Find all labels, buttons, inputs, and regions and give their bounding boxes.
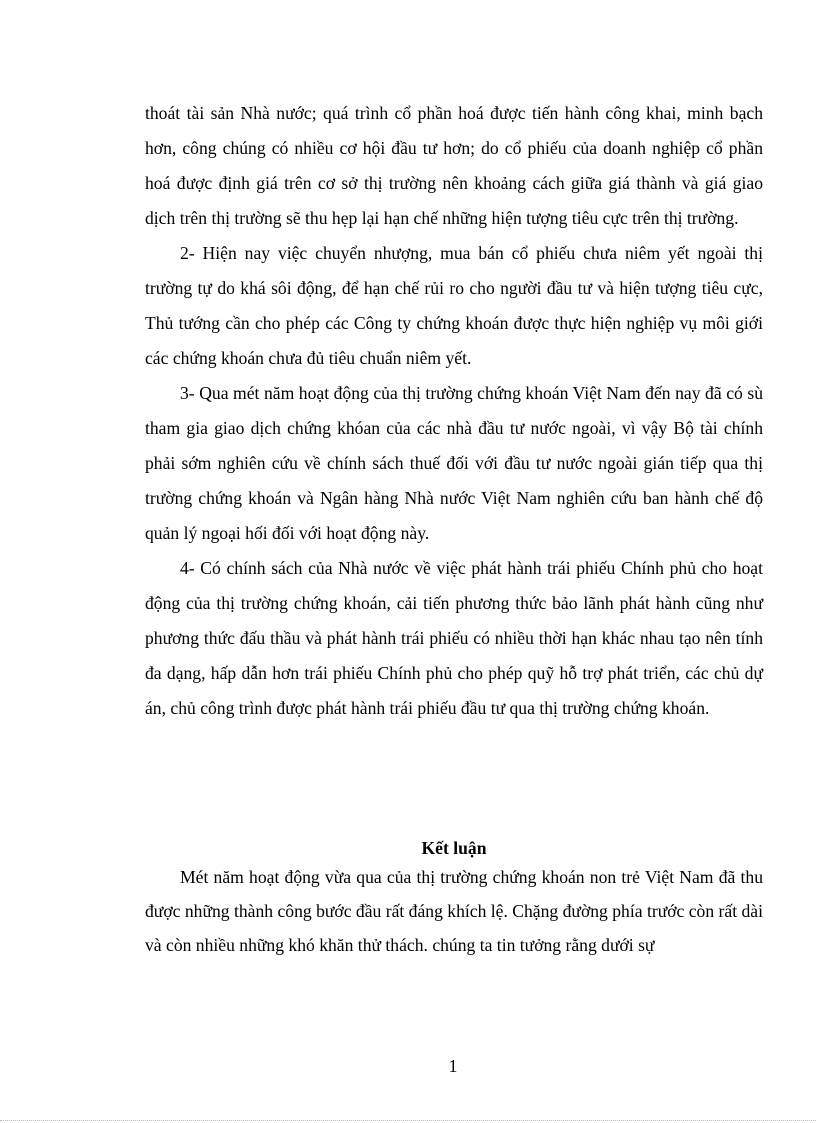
section-heading: Kết luận [421,838,487,858]
conclusion-text [145,860,763,962]
page-number: 1 [448,1056,458,1076]
paragraph-item-4: 4- Có chính sách của Nhà nước về việc phát hành trái phiếu Chính phủ cho hoạt động của thị trường chứng khoán, cải tiến phương thức bảo lãnh phát hành cũng như phương thức đấu thầu và phát hành trái phiếu có nhiều thời hạn khác nhau tạo nên tính đa dạng, hấp dẫn hơn trái phiếu Chính phủ cho phép quỹ hỗ trợ phát triển, các chủ dự án, chủ công trình được phát hành trái phiếu đầu tư qua thị trường chứng khoán. [145,558,763,718]
conclusion-paragraph: Mét năm hoạt động vừa qua của thị trường chứng khoán non trẻ Việt Nam đã thu được những thành công bước đầu rất đáng khích lệ. Chặng đường phía trước còn rất dài và còn nhiều những khó khăn thử thách. chúng ta tin tưởng rằng dưới sự [145,867,763,955]
paragraph-item-3: 3- Qua mét năm hoạt động của thị trường chứng khoán Việt Nam đến nay đã có sù tham gia giao dịch chứng khóan của các nhà đầu tư nước ngoài, vì vậy Bộ tài chính phải sớm nghiên cứu về chính sách thuế đối với đầu tư nước ngoài gián tiếp qua thị trường chứng khoán và Ngân hàng Nhà nước Việt Nam nghiên cứu ban hành chế độ quản lý ngoại hối đối với hoạt động này. [145,383,763,543]
paragraph-continuation: thoát tài sản Nhà nước; quá trình cổ phần hoá được tiến hành công khai, minh bạch hơn, công chúng có nhiều cơ hội đầu tư hơn; do cổ phiếu của doanh nghiệp cổ phần hoá được định giá trên cơ sở thị trường nên khoảng cách giữa giá thành và giá giao dịch trên thị trường sẽ thu hẹp lại hạn chế những hiện tượng tiêu cực trên thị trường. [145,103,763,228]
paragraph-item-2: 2- Hiện nay việc chuyển nhượng, mua bán cổ phiếu chưa niêm yết ngoài thị trường tự do khá sôi động, để hạn chế rủi ro cho người đầu tư và hiện tượng tiêu cực, Thủ tướng cần cho phép các Công ty chứng khoán được thực hiện nghiệp vụ môi giới các chứng khoán chưa đủ tiêu chuẩn niêm yết. [145,243,763,368]
page-break-divider [0,1120,816,1121]
body-text [145,96,763,726]
